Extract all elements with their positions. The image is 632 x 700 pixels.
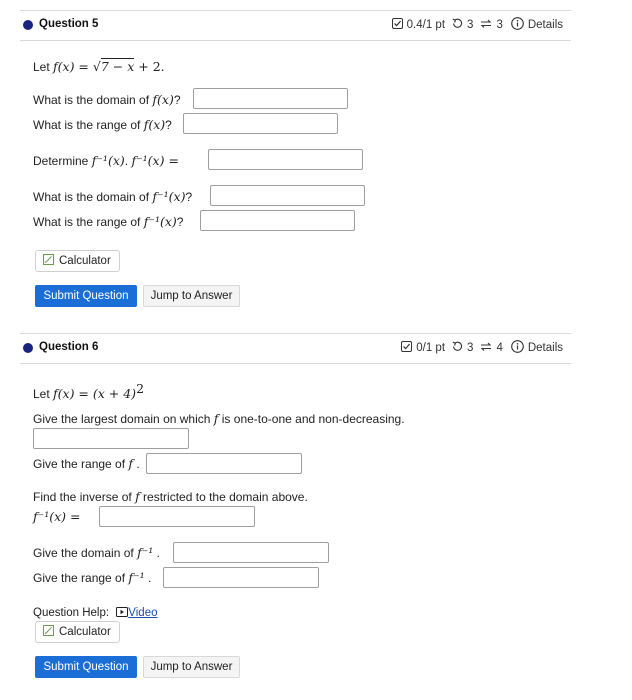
score-checkbox-icon — [392, 18, 403, 32]
q6-inverse-eq: f⁻¹(x) = — [33, 509, 81, 524]
q6-jump-to-answer-button[interactable]: Jump to Answer — [143, 656, 240, 678]
calculator-icon — [43, 254, 54, 268]
q5-calculator-button[interactable]: Calculator — [35, 250, 120, 272]
q5-submit-button[interactable]: Submit Question — [35, 285, 137, 307]
question-status-dot — [23, 20, 33, 30]
attempts-icon — [480, 18, 492, 32]
retry-icon — [452, 341, 463, 355]
question-title: Question 6 — [39, 341, 99, 353]
q6-inv-range-label: Give the range of f⁻¹ . — [33, 570, 152, 585]
attempts-count: 3 — [496, 19, 503, 31]
attempts-icon — [480, 341, 492, 355]
q5-inv-range-input[interactable] — [200, 210, 355, 231]
question-status-dot — [23, 343, 33, 353]
video-link[interactable]: Video — [128, 607, 158, 619]
retries-count: 3 — [467, 19, 474, 31]
q6-inverse-input[interactable] — [99, 506, 255, 527]
retry-icon — [452, 18, 463, 32]
q5-determine-label: Determine f⁻¹(x). f⁻¹(x) = — [33, 153, 179, 168]
q5-inverse-input[interactable] — [208, 149, 363, 170]
q6-intro: Let $f(x) = (x + 4)^2$ — [33, 381, 145, 401]
calculator-icon — [43, 625, 54, 639]
q6-inverse-label: Find the inverse of f restricted to the domain above. — [33, 489, 308, 504]
q6-largest-domain-label: Give the largest domain on which f is one-to-one and non-decreasing. — [33, 411, 405, 426]
q6-inv-domain-label: Give the domain of f⁻¹ . — [33, 545, 161, 560]
question-title: Question 5 — [39, 18, 99, 30]
q6-range-label: Give the range of f . — [33, 456, 140, 471]
q5-inv-range-label: What is the range of f⁻¹(x)? — [33, 214, 184, 229]
q6-question-help: Question Help: Video — [33, 607, 158, 619]
score-text: 0.4/1 pt — [406, 19, 446, 31]
question-5-header — [20, 10, 571, 41]
question-6-header — [20, 333, 571, 364]
info-icon[interactable] — [511, 340, 524, 356]
q5-range-label: What is the range of f(x)? — [33, 117, 172, 132]
q5-inv-domain-input[interactable] — [210, 185, 365, 206]
q6-inv-range-input[interactable] — [163, 567, 319, 588]
details-link[interactable]: Details — [527, 342, 563, 354]
question-meta — [392, 17, 563, 33]
q6-calculator-button[interactable]: Calculator — [35, 621, 120, 643]
q5-inv-domain-label: What is the domain of f⁻¹(x)? — [33, 189, 193, 204]
video-icon — [116, 607, 128, 620]
q5-intro: Let f(x) = √7 − x + 2. — [33, 59, 165, 74]
question-meta — [401, 340, 563, 356]
q5-range-input[interactable] — [183, 113, 338, 134]
attempts-count: 4 — [496, 342, 503, 354]
score-checkbox-icon — [401, 341, 412, 355]
q5-domain-label: What is the domain of f(x)? — [33, 92, 181, 107]
q5-jump-to-answer-button[interactable]: Jump to Answer — [143, 285, 240, 307]
retries-count: 3 — [467, 342, 474, 354]
info-icon[interactable] — [511, 17, 524, 33]
score-text: 0/1 pt — [416, 342, 446, 354]
q6-domain-input[interactable] — [33, 428, 189, 449]
q6-range-input[interactable] — [146, 453, 302, 474]
q6-inv-domain-input[interactable] — [173, 542, 329, 563]
q6-submit-button[interactable]: Submit Question — [35, 656, 137, 678]
q5-domain-input[interactable] — [193, 88, 348, 109]
details-link[interactable]: Details — [527, 19, 563, 31]
